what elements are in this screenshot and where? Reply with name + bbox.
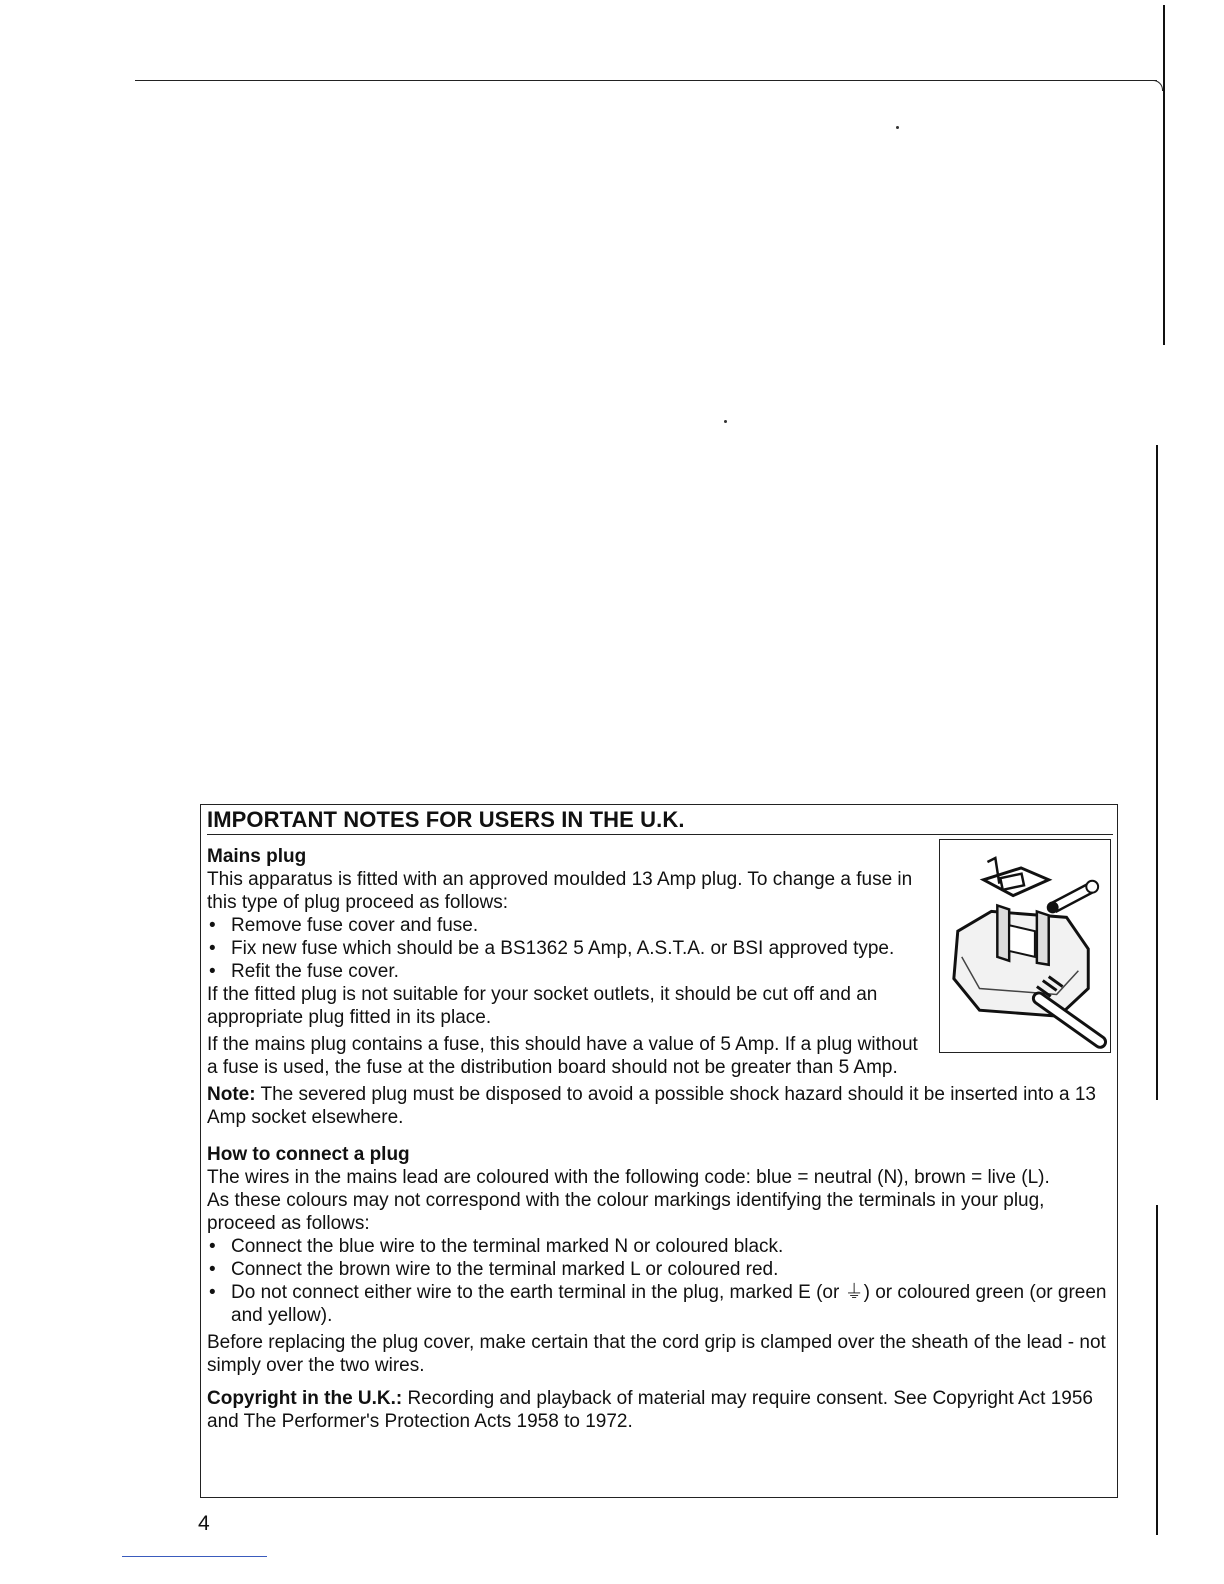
wire-code-text: The wires in the mains lead are coloured with the following code: blue = neutral (N), brown = live (L). [207, 1167, 1050, 1188]
mains-plug-heading: Mains plug [207, 846, 307, 867]
unsuitable-plug-text: If the fitted plug is not suitable for your socket outlets, it should be cut off and an appropriate plug fitted in its place. [207, 984, 878, 1028]
list-item: • Do not connect either wire to the earth terminal in the plug, marked E (or ⏚) or coloured green (or green and yellow). [207, 1281, 1113, 1327]
scan-speck [896, 126, 899, 129]
mains-plug-section [207, 845, 947, 1029]
mains-plug-intro: This apparatus is fitted with an approved moulded 13 Amp plug. To change a fuse in this type of plug proceed as follows: [207, 869, 913, 913]
fuse-value-text: If the mains plug contains a fuse, this should have a value of 5 Amp. If a plug without a fuse is used, the fuse at the distribution board should not be greater than 5 Amp. [207, 1034, 918, 1078]
fuse-change-steps [207, 914, 947, 983]
uk-notes-box [200, 804, 1118, 1498]
plug-icon [940, 840, 1110, 1052]
list-item: • Refit the fuse cover. [207, 960, 947, 983]
connect-plug-heading: How to connect a plug [207, 1144, 410, 1165]
scan-speck [724, 420, 727, 423]
wiring-steps [207, 1235, 1113, 1327]
note-text: The severed plug must be disposed to avoid a possible shock hazard should it be inserted into a 13 Amp socket elsewhere. [207, 1084, 1096, 1128]
header-rule-hook [1150, 80, 1163, 91]
header-rule [135, 80, 1157, 81]
note-label: Note: [207, 1084, 256, 1105]
colours-note-text: As these colours may not correspond with the colour markings identifying the terminals in your plug, proceed as follows: [207, 1190, 1045, 1234]
severed-plug-note [207, 1083, 1113, 1129]
list-item: • Remove fuse cover and fuse. [207, 914, 947, 937]
copyright-text: Recording and playback of material may require consent. See Copyright Act 1956 and The Performer's Protection Acts 1958 to 1972. [207, 1388, 1093, 1432]
copyright-label: Copyright in the U.K.: [207, 1388, 403, 1409]
scan-edge-line [1156, 1205, 1158, 1535]
section-title: IMPORTANT NOTES FOR USERS IN THE U.K. [207, 807, 1113, 835]
scan-edge-line [1163, 5, 1165, 345]
copyright-notice [207, 1387, 1113, 1433]
footer-rule [122, 1556, 267, 1557]
cord-grip-text: Before replacing the plug cover, make certain that the cord grip is clamped over the sheath of the lead - not simply over the two wires. [207, 1332, 1106, 1376]
scan-edge-line [1156, 445, 1158, 1100]
page-number: 4 [198, 1512, 210, 1535]
list-item: • Connect the blue wire to the terminal marked N or coloured black. [207, 1235, 1113, 1258]
list-item: • Connect the brown wire to the terminal marked L or coloured red. [207, 1258, 1113, 1281]
plug-illustration [939, 839, 1111, 1053]
list-item: • Fix new fuse which should be a BS1362 5 Amp, A.S.T.A. or BSI approved type. [207, 937, 947, 960]
